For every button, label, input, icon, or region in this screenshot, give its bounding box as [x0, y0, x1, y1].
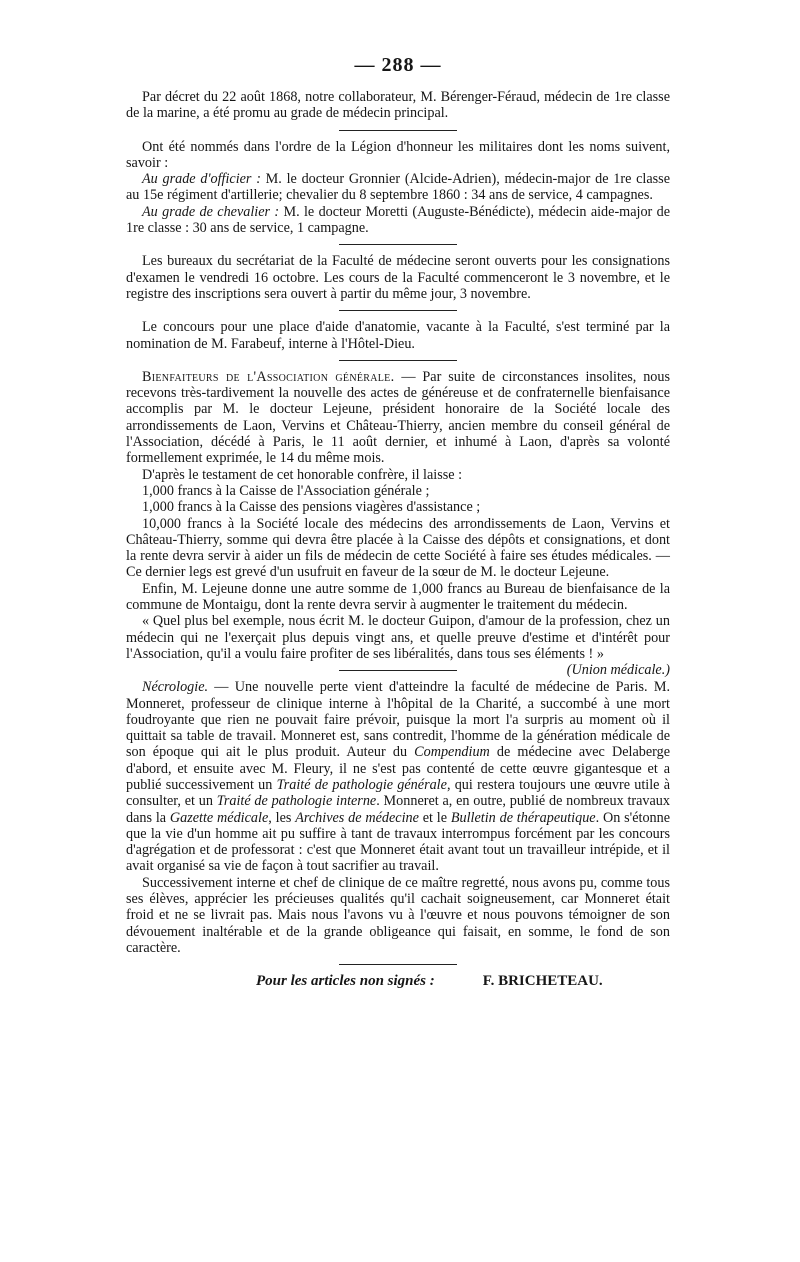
quote-text: « Quel plus bel exemple, nous écrit M. le docteur Guipon, d'amour de la profession, chez un médecin qui ne l'exerçait plus depuis vingt ans, et quelle preuve d'estime et d'intérêt pour l'Association, qu'il a voulu faire profiter de ses libéralités, dans tous ses éléments ! » — [126, 613, 670, 662]
quote-source: (Union médicale.) — [566, 662, 670, 679]
obituary-text: — Une nouvelle perte vient d'atteindre la faculté de médecine de Paris. M. Monneret, professeur de clinique interne à l'hôpital de la Charité, a succombé à une mort foudroyante que rien ne pouvait faire prévoir, puisque la mort l'a surpris au moment où il quittait sa table de travail. Monneret est, sans contredit, l'homme de la génération médicale de son époque qui ait le plus produit. Auteur du — [126, 679, 670, 761]
obituary-heading: Nécrologie. — [142, 679, 209, 696]
work-title: Traité de pathologie interne — [216, 793, 377, 810]
journal-title: Archives de médecine — [295, 809, 419, 826]
page-number: — 288 — — [354, 54, 442, 76]
obituary-text: de médecine avec Delaberge d'abord, et ensuite avec M. Fleury, il ne s'est pas contenté de cette œuvre gigantesque et a publié successivement un — [126, 744, 670, 793]
section-divider — [339, 244, 457, 245]
officer-text: M. le docteur Gronnier (Alcide-Adrien), médecin-major de 1re classe au 15e régiment d'artillerie; chevalier du 8 septembre 1860 : 34 ans de service, 4 campagnes. — [126, 171, 670, 204]
signature-name: F. BRICHETEAU. — [482, 973, 603, 990]
signature-block — [126, 973, 670, 990]
guipon-quote — [126, 613, 670, 679]
work-title: Traité de pathologie générale — [276, 776, 447, 793]
obituary-text: , les — [268, 809, 296, 826]
journal-title: Gazette médicale — [169, 809, 269, 826]
testament-line: D'après le testament de cet honorable confrère, il laisse : — [142, 466, 463, 483]
anatomy-contest-paragraph: Le concours pour une place d'aide d'anatomie, vacante à la Faculté, s'est terminé par la nomination de M. Farabeuf, interne à l'Hôtel-Dieu. — [126, 319, 670, 352]
benefactors-paragraph — [126, 369, 670, 467]
obituary-text: . On s'étonne que la vie d'un homme ait pu suffire à tant de travaux interrompus forcément par les concours d'agrégation et de professorat : c'est que Monneret était avant tout un travailleur intrépide, et il avait organisé sa vie de façon à tout sacrifier au travail. — [126, 809, 671, 875]
bequest-item: 10,000 francs à la Société locale des médecins des arrondissements de Laon, Vervins et Château-Thierry, somme qui devra être placée à la Caisse des dépôts et consignations, et dont la rente devra servir à aider un fils de médecin de cette Société à faire ses études médicales. — Ce dernier legs est grevé d'un usufruit en faveur de la sœur de M. le docteur Lejeune. — [126, 515, 670, 581]
officer-label: Au grade d'officier : — [142, 171, 261, 188]
officer-promotion — [126, 171, 670, 204]
benefactors-heading: Bienfaiteurs de l'Association générale. — [142, 368, 395, 385]
bequest-item: 1,000 francs à la Caisse de l'Association générale ; — [142, 482, 430, 499]
section-divider — [339, 360, 457, 361]
section-divider — [339, 130, 457, 131]
work-title: Compendium — [414, 744, 490, 761]
benefactors-text: — Par suite de circonstances insolites, nous recevons très-tardivement la nouvelle des actes de généreuse et de confraternelle bienfaisance accomplis par M. le docteur Lejeune, président honoraire de la Société locale des arrondissements de Laon, Vervins et Château-Thierry, ancien membre du conseil général de l'Association, décédé à Paris, le 11 août dernier, et inhumé à Laon, d'après sa volonté formellement exprimée, le 14 du même mois. — [126, 368, 670, 467]
bequest-item: 1,000 francs à la Caisse des pensions viagères d'assistance ; — [142, 499, 481, 516]
legion-honneur-intro: Ont été nommés dans l'ordre de la Légion d'honneur les militaires dont les noms suivent, savoir : — [126, 138, 670, 171]
knight-promotion — [126, 204, 670, 237]
knight-text: M. le docteur Moretti (Auguste-Bénédicte), médecin aide-major de 1re classe : 30 ans de service, 1 campagne. — [126, 203, 671, 237]
bequest-list — [126, 483, 670, 516]
section-divider — [339, 310, 457, 311]
faculty-offices-paragraph: Les bureaux du secrétariat de la Faculté de médecine seront ouverts pour les consignations d'examen le vendredi 16 octobre. Les cours de la Faculté commenceront le 3 novembre, et le registre des inscriptions sera ouvert à partir du même jour, 3 novembre. — [126, 253, 670, 302]
obituary-tribute: Successivement interne et chef de clinique de ce maître regretté, nous avons pu, comme tous ses élèves, apprécier les précieuses qualités qu'il cachait soigneusement, car Monneret était froid et ne se livrait pas. Mais nous l'avons vu à l'œuvre et nous pouvons témoigner de son dévouement inaltérable et de la grande obligeance qui faisait, en somme, le fond de son caractère. — [126, 874, 670, 956]
journal-title: Bulletin de thérapeutique — [450, 809, 596, 826]
knight-label: Au grade de chevalier : — [142, 203, 280, 220]
obituary-text: . Monneret a, en outre, publié de nombreux travaux dans la — [126, 793, 670, 826]
section-divider — [339, 964, 457, 965]
obituary-text: et le — [418, 809, 451, 826]
signature-label: Pour les articles non signés : — [256, 973, 435, 990]
decree-paragraph: Par décret du 22 août 1868, notre collaborateur, M. Bérenger-Féraud, médecin de 1re classe de la marine, a été promu au grade de médecin principal. — [126, 89, 670, 122]
montaigu-bequest: Enfin, M. Lejeune donne une autre somme de 1,000 francs au Bureau de bienfaisance de la commune de Montaigu, dont la rente devra servir à augmenter le traitement du médecin. — [126, 580, 670, 614]
obituary-text: , qui restera toujours une œuvre utile à consulter, et un — [126, 776, 671, 810]
section-divider — [339, 670, 457, 671]
obituary-paragraph — [126, 679, 670, 875]
